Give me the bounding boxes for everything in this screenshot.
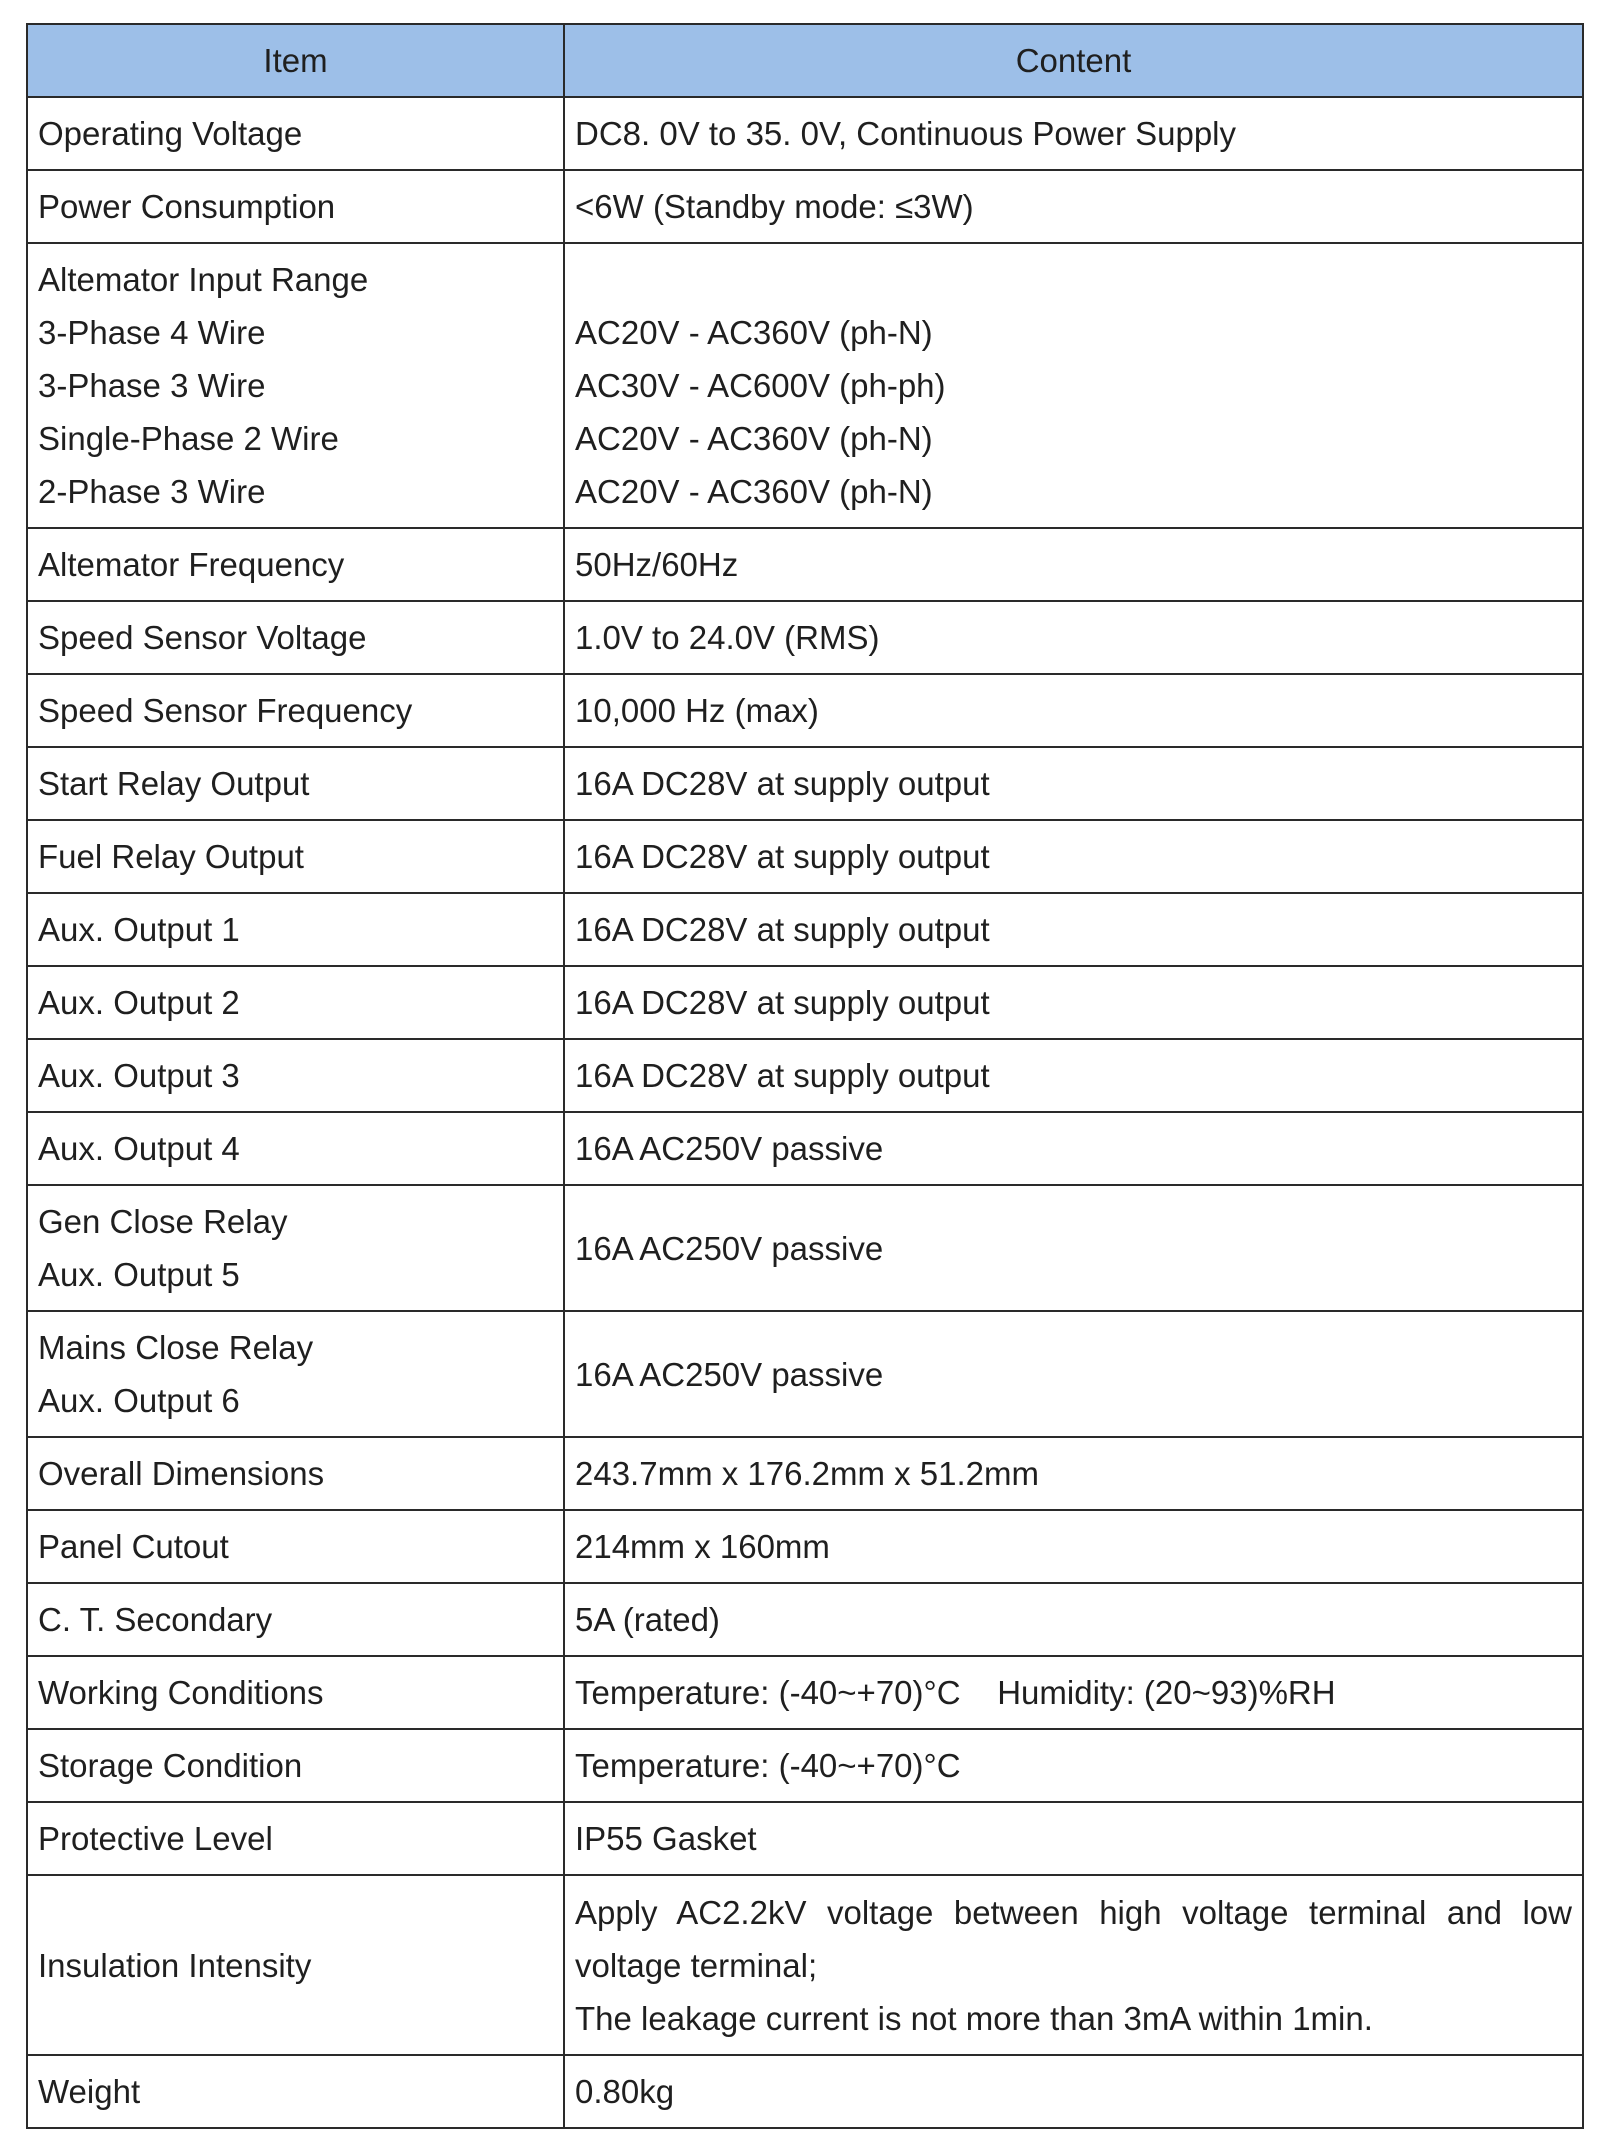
item-cell (27, 97, 564, 170)
item-cell (27, 1583, 564, 1656)
table-header-row (27, 24, 1583, 97)
content-cell (564, 1039, 1583, 1112)
item-cell (27, 1875, 564, 2055)
content-cell (564, 1112, 1583, 1185)
item-label: Weight (38, 2073, 141, 2110)
item-label: Working Conditions (38, 1674, 324, 1711)
content-cell (564, 747, 1583, 820)
content-value: 16A DC28V at supply output (575, 1057, 990, 1094)
content-value: 10,000 Hz (max) (575, 692, 819, 729)
table-row (27, 97, 1583, 170)
content-value: 16A AC250V passive (575, 1130, 884, 1167)
content-value: 1.0V to 24.0V (RMS) (575, 619, 880, 656)
table-row (27, 1802, 1583, 1875)
table-row (27, 528, 1583, 601)
content-cell (564, 820, 1583, 893)
item-cell (27, 1656, 564, 1729)
table-row (27, 1510, 1583, 1583)
item-cell (27, 243, 564, 528)
table-row (27, 170, 1583, 243)
content-value: 16A AC250V passive (575, 1229, 884, 1267)
table-row (27, 966, 1583, 1039)
table-row (27, 1729, 1583, 1802)
table-row (27, 893, 1583, 966)
item-label: Aux. Output 4 (38, 1130, 240, 1167)
item-cell (27, 1185, 564, 1311)
table-row (27, 1039, 1583, 1112)
item-label: Aux. Output 1 (38, 911, 240, 948)
item-label: 3-Phase 3 Wire (38, 367, 266, 404)
table-row (27, 1875, 1583, 2055)
item-cell (27, 820, 564, 893)
content-value: AC20V - AC360V (ph-N) (575, 314, 933, 351)
content-value: Apply AC2.2kV voltage between high voltage terminal and low (575, 1893, 1572, 1931)
content-value: 16A DC28V at supply output (575, 838, 990, 875)
item-cell (27, 601, 564, 674)
item-cell (27, 170, 564, 243)
table-row (27, 1583, 1583, 1656)
item-label: Altemator Input Range (38, 261, 369, 298)
content-cell (564, 1185, 1583, 1311)
content-cell (564, 528, 1583, 601)
item-label: Gen Close Relay (38, 1203, 288, 1240)
content-cell (564, 1802, 1583, 1875)
content-cell (564, 1583, 1583, 1656)
item-label: 3-Phase 4 Wire (38, 314, 266, 351)
table-row (27, 2055, 1583, 2128)
item-cell (27, 528, 564, 601)
item-label: Protective Level (38, 1820, 273, 1857)
item-cell (27, 893, 564, 966)
content-cell (564, 2055, 1583, 2128)
content-value: 5A (rated) (575, 1601, 720, 1638)
content-cell (564, 893, 1583, 966)
item-label: Aux. Output 2 (38, 984, 240, 1021)
item-label: Mains Close Relay (38, 1329, 314, 1366)
content-value: 16A DC28V at supply output (575, 984, 990, 1021)
item-label: Fuel Relay Output (38, 838, 304, 875)
content-value: 50Hz/60Hz (575, 546, 739, 583)
item-cell (27, 966, 564, 1039)
content-value: 16A AC250V passive (575, 1355, 884, 1393)
table-row (27, 1185, 1583, 1311)
content-value: 16A DC28V at supply output (575, 911, 990, 948)
item-label: Start Relay Output (38, 765, 310, 802)
table-row (27, 674, 1583, 747)
content-cell (564, 170, 1583, 243)
item-label: Insulation Intensity (38, 1946, 312, 1984)
column-header-item: Item (27, 24, 564, 97)
content-value: 0.80kg (575, 2073, 675, 2110)
item-cell (27, 2055, 564, 2128)
content-cell (564, 601, 1583, 674)
content-cell (564, 1437, 1583, 1510)
item-label: Storage Condition (38, 1747, 303, 1784)
content-value: DC8. 0V to 35. 0V, Continuous Power Supply (575, 115, 1237, 152)
column-header-content: Content (564, 24, 1583, 97)
item-cell (27, 747, 564, 820)
table-row (27, 243, 1583, 528)
item-cell (27, 1802, 564, 1875)
table-row (27, 1311, 1583, 1437)
item-label: Operating Voltage (38, 115, 303, 152)
table-row (27, 1112, 1583, 1185)
table-row (27, 1437, 1583, 1510)
item-label: Single-Phase 2 Wire (38, 420, 339, 457)
content-cell (564, 97, 1583, 170)
item-cell (27, 1729, 564, 1802)
table-row (27, 601, 1583, 674)
content-value: AC20V - AC360V (ph-N) (575, 473, 933, 510)
content-cell (564, 966, 1583, 1039)
item-label: Aux. Output 6 (38, 1382, 240, 1419)
item-cell (27, 1311, 564, 1437)
content-value: voltage terminal; (575, 1946, 818, 1984)
item-label: Aux. Output 3 (38, 1057, 240, 1094)
table-row (27, 820, 1583, 893)
table-row (27, 747, 1583, 820)
content-cell (564, 1729, 1583, 1802)
content-value: AC20V - AC360V (ph-N) (575, 420, 933, 457)
item-label: Altemator Frequency (38, 546, 345, 583)
content-value: 243.7mm x 176.2mm x 51.2mm (575, 1455, 1039, 1492)
item-label: 2-Phase 3 Wire (38, 473, 266, 510)
content-cell (564, 1875, 1583, 2055)
content-value: 214mm x 160mm (575, 1528, 830, 1565)
item-label: Aux. Output 5 (38, 1256, 240, 1293)
content-value: AC30V - AC600V (ph-ph) (575, 367, 946, 404)
item-cell (27, 1437, 564, 1510)
item-cell (27, 1510, 564, 1583)
content-value: The leakage current is not more than 3mA within 1min. (575, 1999, 1373, 2037)
content-cell (564, 243, 1583, 528)
content-value: IP55 Gasket (575, 1820, 757, 1857)
spec-table (26, 23, 1584, 2129)
content-value: 16A DC28V at supply output (575, 765, 990, 802)
table-row (27, 1656, 1583, 1729)
content-cell (564, 1311, 1583, 1437)
item-label: C. T. Secondary (38, 1601, 273, 1638)
item-label: Overall Dimensions (38, 1455, 325, 1492)
item-cell (27, 1039, 564, 1112)
item-label: Speed Sensor Voltage (38, 619, 367, 656)
content-cell (564, 1510, 1583, 1583)
content-value: Temperature: (-40~+70)°C (575, 1747, 961, 1784)
item-label: Speed Sensor Frequency (38, 692, 413, 729)
content-value: <6W (Standby mode: ≤3W) (575, 188, 974, 225)
spacer (575, 253, 1572, 306)
item-cell (27, 674, 564, 747)
content-cell (564, 1656, 1583, 1729)
content-cell (564, 674, 1583, 747)
item-cell (27, 1112, 564, 1185)
item-label: Panel Cutout (38, 1528, 229, 1565)
item-label: Power Consumption (38, 188, 336, 225)
content-value: Temperature: (-40~+70)°C Humidity: (20~93)%RH (575, 1674, 1336, 1711)
